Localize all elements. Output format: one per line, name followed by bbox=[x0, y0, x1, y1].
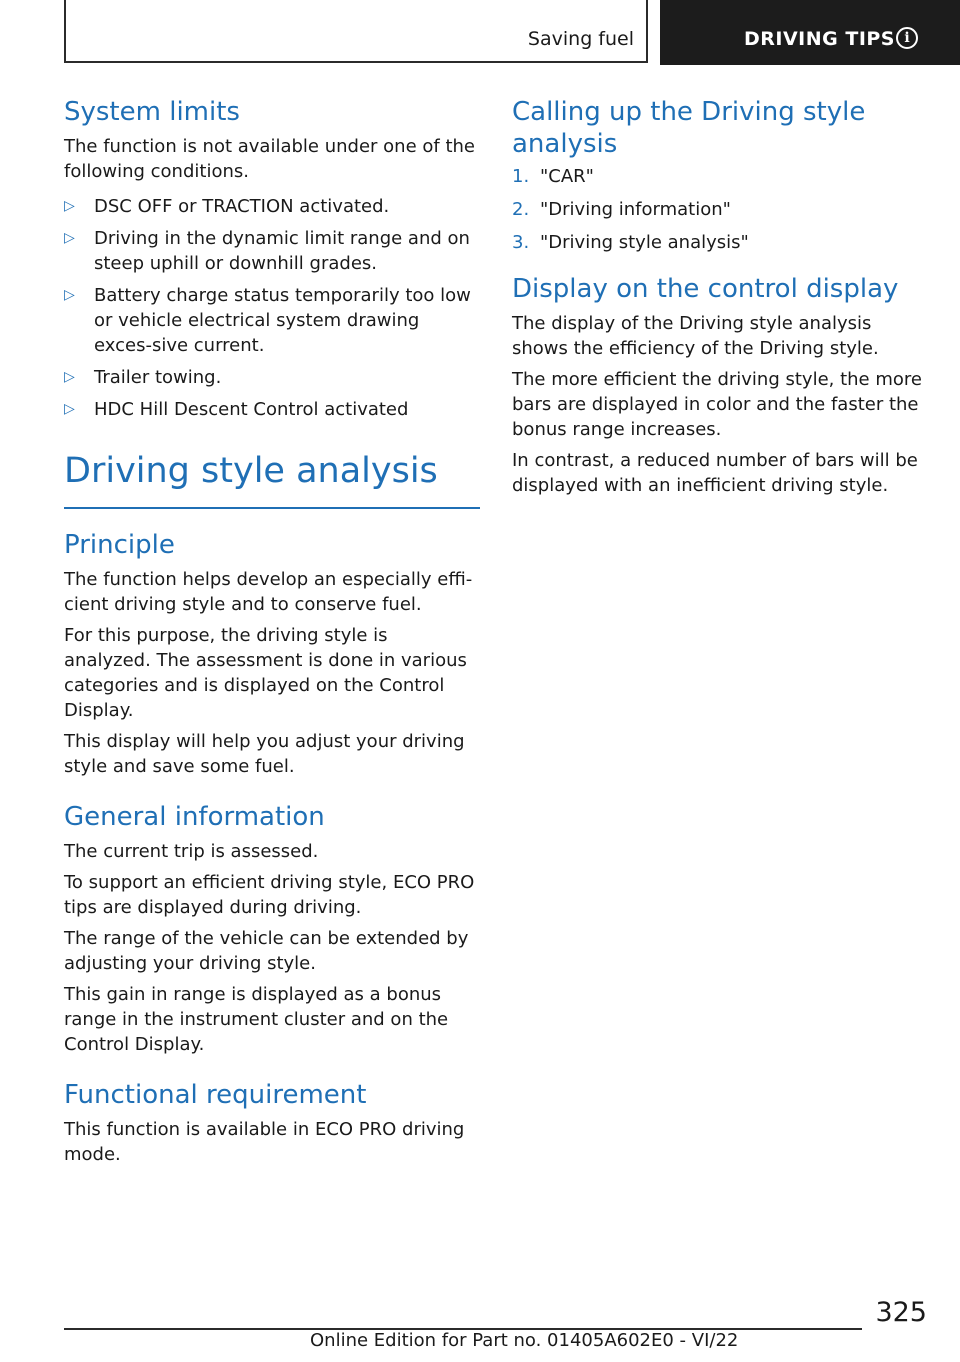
functional-requirement-heading: Functional requirement bbox=[64, 1080, 367, 1110]
header-chapter-title: DRIVING TIPS bbox=[744, 28, 895, 50]
triangle-bullet-icon: ▷ bbox=[64, 401, 75, 417]
list-item: ▷ DSC OFF or TRACTION activated. bbox=[64, 196, 390, 217]
display-paragraph-3: In contrast, a reduced number of bars will be displayed with an inefficient driving style. bbox=[512, 450, 918, 496]
list-item: ▷ HDC Hill Descent Control activated bbox=[64, 399, 409, 420]
step-number: 1. bbox=[512, 166, 530, 187]
principle-paragraph-1: The function helps develop an especially effi‐cient driving style and to conserve fuel. bbox=[64, 569, 473, 615]
principle-heading: Principle bbox=[64, 530, 175, 560]
header-chapter-tab bbox=[660, 0, 960, 65]
right-column bbox=[512, 96, 928, 498]
header-section-box bbox=[64, 0, 648, 63]
general-paragraph-1: The current trip is assessed. bbox=[64, 841, 319, 862]
display-paragraph-2: The more efficient the driving style, the more bars are displayed in color and the faster the bonus range increases. bbox=[512, 369, 922, 440]
driving-style-analysis-heading: Driving style analysis bbox=[64, 451, 438, 491]
step-number: 2. bbox=[512, 199, 530, 220]
principle-paragraph-3: This display will help you adjust your driving style and save some fuel. bbox=[64, 731, 465, 777]
left-column bbox=[64, 96, 480, 1167]
list-item: ▷ Driving in the dynamic limit range and on steep uphill or downhill grades. bbox=[64, 228, 470, 274]
calling-up-steps bbox=[512, 164, 928, 255]
header-section-title: Saving fuel bbox=[527, 28, 634, 50]
general-paragraph-2: To support an efficient driving style, ECO PRO tips are displayed during driving. bbox=[64, 872, 475, 918]
list-item: 3. "Driving style analysis" bbox=[512, 232, 749, 253]
triangle-bullet-icon: ▷ bbox=[64, 287, 75, 303]
control-display-heading: Display on the control display bbox=[512, 274, 899, 304]
general-information-heading: General information bbox=[64, 802, 325, 832]
list-item: ▷ Battery charge status temporarily too low or vehicle electrical system drawing exces‐sive current. bbox=[64, 285, 471, 356]
calling-up-heading: Calling up the Driving style analysis bbox=[512, 97, 866, 159]
footer-edition: Online Edition for Part no. 01405A602E0 - VI/22 bbox=[310, 1330, 739, 1351]
system-limits-heading: System limits bbox=[64, 97, 240, 127]
triangle-bullet-icon: ▷ bbox=[64, 198, 75, 214]
driving-style-analysis-heading-block bbox=[64, 449, 480, 509]
general-paragraph-4: This gain in range is displayed as a bonus range in the instrument cluster and on the Control Display. bbox=[64, 984, 449, 1055]
general-paragraph-3: The range of the vehicle can be extended by adjusting your driving style. bbox=[64, 928, 469, 974]
list-item: 1. "CAR" bbox=[512, 166, 594, 187]
triangle-bullet-icon: ▷ bbox=[64, 369, 75, 385]
step-number: 3. bbox=[512, 232, 530, 253]
page-number: 325 bbox=[875, 1297, 927, 1328]
display-paragraph-1: The display of the Driving style analysis shows the efficiency of the Driving style. bbox=[512, 313, 879, 359]
triangle-bullet-icon: ▷ bbox=[64, 230, 75, 246]
principle-paragraph-2: For this purpose, the driving style is analyzed. The assessment is done in various categories and is displayed on the Control Display. bbox=[64, 625, 467, 721]
system-limits-list bbox=[64, 194, 480, 422]
functional-requirement-paragraph: This function is available in ECO PRO driving mode. bbox=[64, 1119, 465, 1165]
system-limits-intro: The function is not available under one of the following conditions. bbox=[64, 136, 475, 182]
list-item: ▷ Trailer towing. bbox=[64, 367, 222, 388]
info-icon: i bbox=[896, 27, 918, 49]
list-item: 2. "Driving information" bbox=[512, 199, 731, 220]
